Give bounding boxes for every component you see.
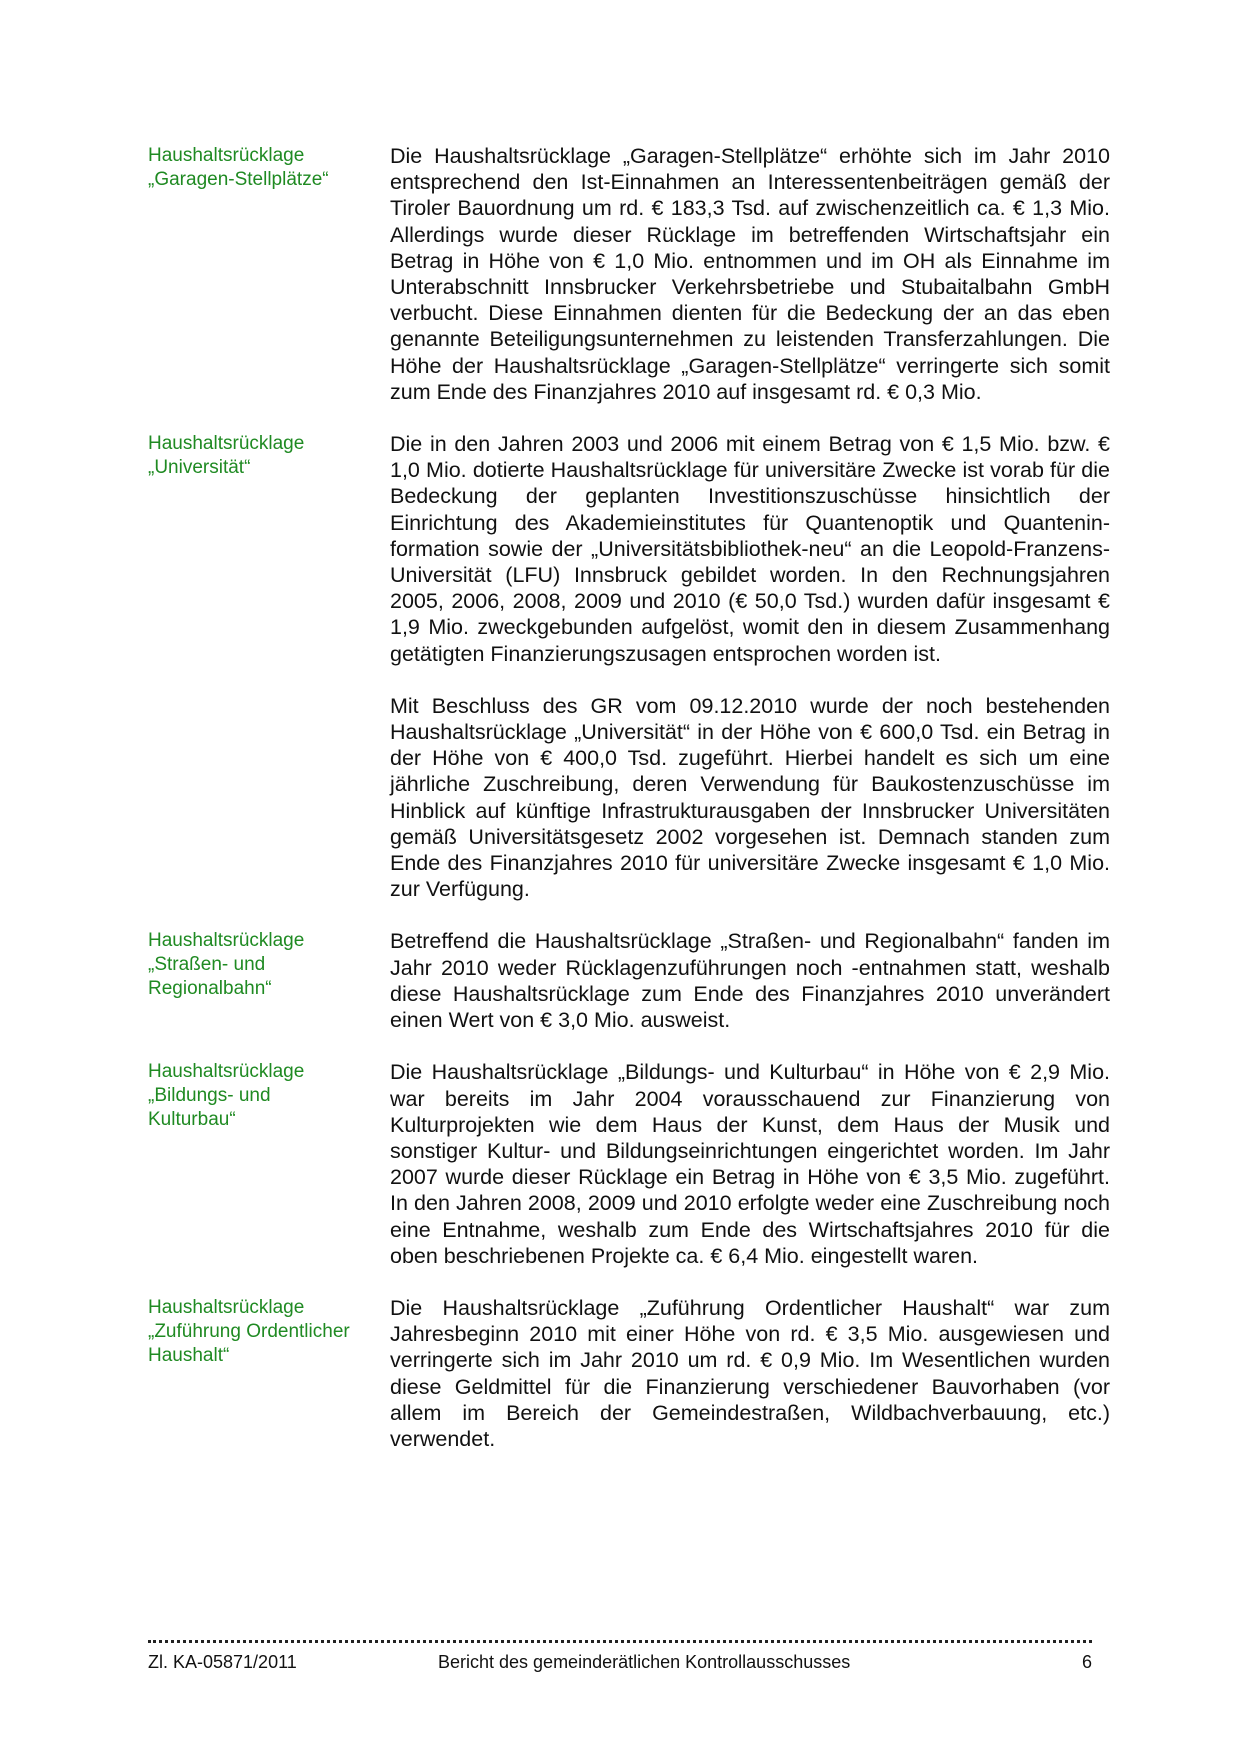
section-label-line: Haushaltsrücklage	[148, 930, 305, 952]
paragraph: Die Haushaltsrücklage „Zuführung Ordentlicher Haushalt“ war zum Jahresbeginn 2010 mit einer Höhe von rd. € 3,5 Mio. ausgewiesen und verringerte sich im Jahr 2010 um rd. € 0,9 Mio. Im Wesentlichen wurden diese Geldmittel für die Finanzierung verschiedener Bauvorhaben (vor allem im Bereich der Gemeindestraßen, Wildbachverbauung, etc.) verwendet.	[390, 1295, 1110, 1451]
paragraph: Die in den Jahren 2003 und 2006 mit einem Betrag von € 1,5 Mio. bzw. € 1,0 Mio. dotierte Haushaltsrücklage für universitäre Zwecke ist vorab für die Bedeckung der geplanten Investitionszuschüsse hinsichtlich der Einrichtung des Akademieinstitutes für Quantenoptik und Quanteninformation sowie der „Universitätsbibliothek-neu“ an die Leopold-Franzens-Universität (LFU) Innsbruck gebildet worden. In den Rechnungsjahren 2005, 2006, 2008, 2009 und 2010 (€ 50,0 Tsd.) wurden dafür insgesamt € 1,9 Mio. zweckgebunden aufgelöst, womit den in diesem Zusammenhang getätigten Finanzierungszusagen entsprochen worden ist.	[390, 432, 1110, 666]
footer-report-title: Bericht des gemeinderätlichen Kontrollausschusses	[438, 1652, 851, 1672]
section-garagen-stellplaetze	[148, 143, 1110, 405]
section-universitaet	[148, 431, 1110, 902]
section-label	[148, 143, 390, 192]
section-label-line: „Straßen- und	[148, 954, 266, 976]
section-label-line: „Universität“	[148, 457, 251, 479]
paragraph: Mit Beschluss des GR vom 09.12.2010 wurde der noch bestehenden Haushaltsrücklage „Universität“ in der Höhe von € 600,0 Tsd. ein Betrag in der Höhe von € 400,0 Tsd. zugeführt. Hierbei handelt es sich um eine jährliche Zuschreibung, deren Verwendung für Baukostenzuschüsse im Hinblick auf künftige Infrastrukturausgaben der Innsbrucker Universitäten gemäß Universitätsgesetz 2002 vorgesehen ist. Demnach standen zum Ende des Finanzjahres 2010 für universitäre Zwecke insgesamt € 1,0 Mio. zur Verfügung.	[390, 693, 1110, 902]
section-label-line: Regionalbahn“	[148, 978, 272, 1000]
page-footer	[148, 1640, 1092, 1673]
section-zufuehrung-ordentlicher-haushalt	[148, 1295, 1110, 1452]
footer-dotted-divider	[148, 1640, 1092, 1643]
section-body	[390, 1059, 1110, 1269]
paragraph: Die Haushaltsrücklage „Garagen-Stellplätze“ erhöhte sich im Jahr 2010 entsprechend den Ist-Einnahmen an Interessentenbeiträgen gemäß der Tiroler Bauordnung um rd. € 183,3 Tsd. auf zwischenzeitlich ca. € 1,3 Mio. Allerdings wurde dieser Rücklage im betreffenden Wirtschaftsjahr ein Betrag in Höhe von € 1,0 Mio. entnommen und im OH als Einnahme im Unterabschnitt Innsbrucker Verkehrsbetriebe und Stubaitalbahn GmbH verbucht. Diese Einnahmen dienten für die Bedeckung der an das eben genannte Beteiligungsunternehmen zu leistenden Transferzahlungen. Die Höhe der Haushaltsrücklage „Garagen-Stellplätze“ verringerte sich somit zum Ende des Finanzjahres 2010 auf insgesamt rd. € 0,3 Mio.	[390, 144, 1110, 404]
section-label-line: „Bildungs- und	[148, 1085, 271, 1107]
section-label-line: „Garagen-Stellplätze“	[148, 169, 329, 190]
page-number: 6	[1081, 1652, 1092, 1672]
section-label	[148, 1295, 390, 1368]
section-label	[148, 928, 390, 1001]
footer-reference-number: Zl. KA-05871/2011	[148, 1652, 297, 1672]
document-body	[148, 143, 1110, 1478]
section-label-line: Haushaltsrücklage	[148, 1296, 305, 1318]
section-label-line: Haushaltsrücklage	[148, 433, 305, 455]
section-body	[390, 431, 1110, 902]
paragraph: Betreffend die Haushaltsrücklage „Straßen- und Regionalbahn“ fanden im Jahr 2010 weder Rücklagenzuführungen noch -entnahmen statt, weshalb diese Haushaltsrücklage zum Ende des Finanzjahres 2010 unverändert einen Wert von € 3,0 Mio. ausweist.	[390, 929, 1110, 1033]
section-label-line: Haushaltsrücklage	[148, 1061, 305, 1083]
section-body	[390, 1295, 1110, 1452]
footer-row	[148, 1651, 1092, 1673]
section-strassen-regionalbahn	[148, 928, 1110, 1033]
section-body	[390, 928, 1110, 1033]
paragraph: Die Haushaltsrücklage „Bildungs- und Kulturbau“ in Höhe von € 2,9 Mio. war bereits im Jahr 2004 vorausschauend zur Finanzierung von Kulturprojekten wie dem Haus der Kunst, dem Haus der Musik und sonstiger Kultur- und Bildungseinrichtungen eingerichtet worden. Im Jahr 2007 wurde dieser Rücklage ein Betrag in Höhe von € 3,5 Mio. zugeführt. In den Jahren 2008, 2009 und 2010 erfolgte weder eine Zuschreibung noch eine Entnahme, weshalb zum Ende des Wirtschaftsjahres 2010 für die oben beschriebenen Projekte ca. € 6,4 Mio. eingestellt waren.	[390, 1060, 1110, 1268]
section-label	[148, 431, 390, 480]
section-body	[390, 143, 1110, 405]
section-label-line: Haushaltsrücklage	[148, 145, 305, 166]
section-label-line: Kulturbau“	[148, 1109, 236, 1131]
section-bildungs-kulturbau	[148, 1059, 1110, 1269]
section-label-line: „Zuführung Ordentlicher	[148, 1320, 350, 1342]
section-label	[148, 1059, 390, 1132]
section-label-line: Haushalt“	[148, 1344, 230, 1366]
